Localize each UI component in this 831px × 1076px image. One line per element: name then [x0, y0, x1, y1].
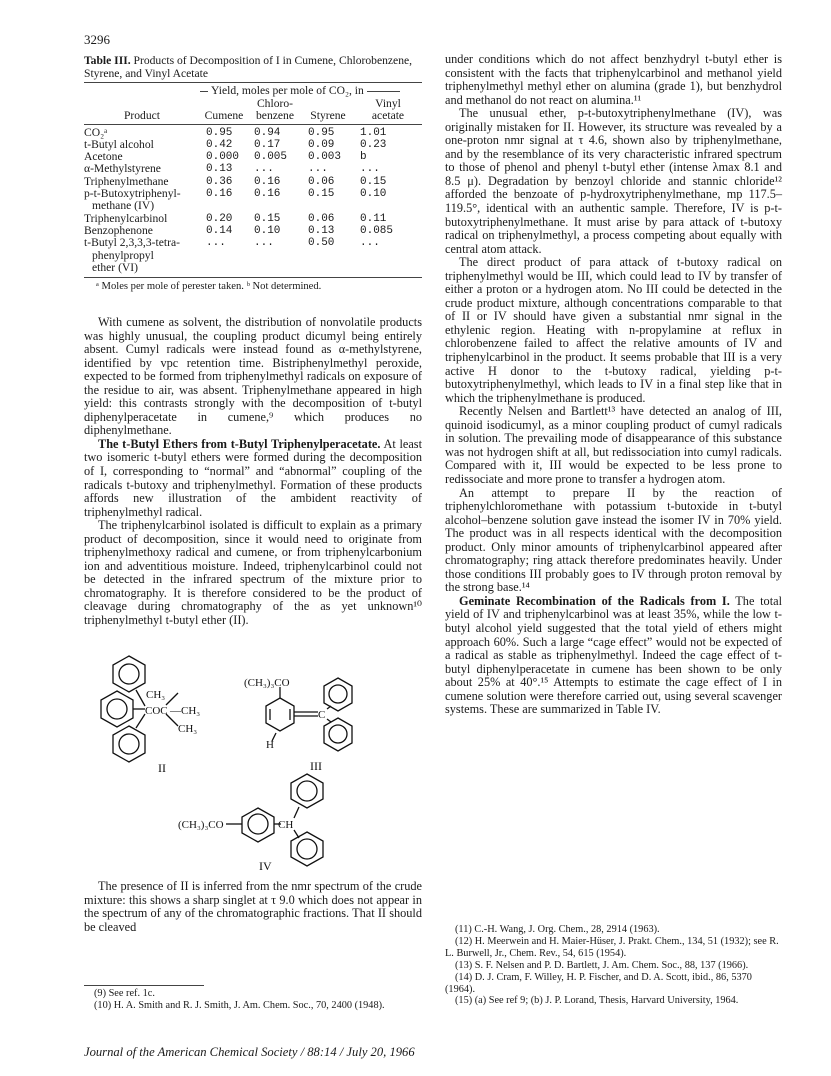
- value-cell: 0.15: [254, 212, 281, 225]
- left-column-text: [84, 316, 422, 628]
- product-name-continued: phenylpropyl ether (VI): [92, 248, 154, 274]
- value-cell: 0.36: [206, 175, 233, 188]
- value-cell: ...: [360, 163, 380, 176]
- struct-ii-ch3-right: —CH₃: [170, 705, 201, 717]
- value-cell: 0.10: [360, 188, 387, 201]
- col-product-header: Product: [123, 109, 161, 123]
- footnote-rule: [84, 985, 204, 986]
- right-column-text: [445, 53, 782, 717]
- value-cell: 0.003: [308, 151, 342, 164]
- paragraph-text: The total yield of IV and triphenylcarbinol was at least 35%, while the low t-butyl alcohol yield suggested that the total yield of ethers might approach 60%. Such a large “cage effect” would not be expected of a radical as stable as triphenylmethyl. Indeed the cage effect of t-butyl diphenylperacetate in cumene has been shown to be only about 25% at 40°.¹⁵ Attempts to estimate the cage effect of I in cumene solution were therefore carried out, using several scavenger systems. These are summarized in Table IV.: [445, 593, 782, 717]
- value-cell: 0.005: [254, 151, 288, 164]
- benzene-ring-icon: [291, 832, 323, 866]
- reference-item: (15) (a) See ref 9; (b) J. P. Lorand, Thesis, Harvard University, 1964.: [455, 995, 739, 1007]
- product-name: Triphenylmethane: [84, 174, 169, 188]
- paragraph: under conditions which do not affect benzhydryl t-butyl ether is consistent with the facts that triphenylcarbinol and methanol yield triphenylmethyl methyl ether on alumina (grade 1), but benzhydrol and methanol do not react on alumina.¹¹: [445, 52, 782, 107]
- table-caption-text: Products of Decomposition of I in Cumene, Chlorobenzene, Styrene, and Vinyl Acetate: [84, 54, 413, 80]
- reference-item: (13) S. F. Nelsen and P. D. Bartlett, J. Am. Chem. Soc., 88, 137 (1966).: [455, 959, 749, 971]
- section-heading: Geminate Recombination of the Radicals from I.: [459, 593, 730, 608]
- products-table: [84, 82, 422, 293]
- value-cell: 0.11: [360, 212, 387, 225]
- table-row: [84, 139, 422, 151]
- value-cell: 0.95: [206, 126, 233, 139]
- paragraph: With cumene as solvent, the distribution of nonvolatile products was highly unusual, the coupling product dicumyl being entirely absent. Cumyl radicals were instead found as α-methylstyrene, identified by vpc retention time. Bistriphenylmethyl peroxide, expected to be formed from triphenylmethyl radicals on exposure of the residue to air, was absent. Triphenylmethane appeared in high yield: this contrasts strongly with the decomposition of t-butyl diphenylperacetate in cumene,⁹ which produces no diphenylmethane.: [84, 315, 422, 438]
- col-top-vinyl: Vinyl: [375, 97, 401, 110]
- col-vinylacetate-header: acetate: [371, 109, 405, 123]
- reference-item: (14) D. J. Cram, F. Willey, H. P. Fischer, and D. A. Scott, ibid., 86, 5370 (1964).: [445, 971, 752, 995]
- paragraph-text: At least two isomeric t-butyl ethers were formed during the decomposition of I, corresponding to “normal” and “abnormal” coupling of the radicals t-butoxy and triphenylmethyl. Formation of these products affords new illustration of the ambident reactivity of triphenylmethyl radical.: [84, 436, 422, 519]
- table-group-header: [84, 85, 422, 98]
- value-cell: 0.23: [360, 138, 387, 151]
- paragraph-with-heading: [84, 438, 422, 519]
- table-body: [84, 98, 422, 280]
- paragraph-with-heading: [445, 595, 782, 717]
- reference-item: (11) C.-H. Wang, J. Org. Chem., 28, 2914 (1963).: [455, 924, 660, 935]
- benzene-ring-icon: [242, 808, 274, 842]
- struct-ii-ch3-top: CH₃: [146, 689, 166, 701]
- footnote-refs-right: [445, 924, 782, 1007]
- table-top-rule: [84, 82, 422, 83]
- value-cell: 0.16: [254, 175, 281, 188]
- struct-label-iii: III: [310, 759, 322, 773]
- col-chlorobenzene-header: benzene: [256, 109, 294, 123]
- paragraph: The unusual ether, p-t-butoxytriphenylmethane (IV), was originally mistaken for II. However, its structure was revealed by a one-proton nmr signal at τ 4.6, shown also by triphenylmethane, and by the resemblance of its very characteristic infrared spectrum to those of phenol and phenyl t-butyl ether (intense λmax 8.1 and 8.5 μ). Degradation by benzoyl chloride and stannic chloride¹² afforded the benzoate of p-hydroxytriphenylmethane, mp 117.5–119.5°, identical with an authentic sample. Therefore, IV is p-t-butoxytriphenylmethane. It must arise by para attack of t-butoxy radical on triphenylmethyl, a process competing about equally with central atom attack.: [445, 106, 782, 256]
- struct-label-iv: IV: [259, 859, 272, 873]
- value-cell: 0.16: [254, 188, 281, 201]
- benzene-ring-icon: [324, 678, 352, 711]
- benzene-ring-icon: [113, 656, 145, 692]
- chemical-structures-figure: [84, 646, 422, 878]
- value-cell: 0.15: [308, 188, 335, 201]
- benzene-ring-icon: [101, 691, 133, 727]
- paragraph: An attempt to prepare II by the reaction of triphenylchloromethane with potassium t-butoxide in t-butyl alcohol–benzene solution gave instead the isomer IV in 70% yield. The product was in all respects identical with the decomposition product. Only minor amounts of triphenylcarbinol appeared after chromatography; ring attack therefore predominates heavily. Under those conditions III probably goes to IV through proton removal by the strong base.¹⁴: [445, 485, 782, 595]
- struct-ii-coc: COC: [145, 705, 168, 717]
- value-cell: 0.94: [254, 126, 281, 139]
- value-cell: ...: [206, 237, 226, 250]
- section-heading: The t-Butyl Ethers from t-Butyl Triphenylperacetate.: [98, 436, 381, 451]
- struct-iv-tbuo: (CH₃)₃CO: [178, 819, 224, 831]
- product-name: p-t-Butoxytriphenyl-: [84, 187, 181, 201]
- value-cell: 0.13: [206, 163, 233, 176]
- col-cumene-header: Cumene: [204, 109, 244, 123]
- product-name-cell: [84, 237, 200, 274]
- struct-iii-tbuo: (CH₃)₃CO: [244, 677, 290, 689]
- value-cell: 0.13: [308, 224, 335, 237]
- table-row: [84, 237, 422, 274]
- struct-label-ii: II: [158, 761, 166, 775]
- reference-item: (12) H. Meerwein and H. Maier-Hüser, J. Prakt. Chem., 134, 51 (1932); see R. L. Burwell, Jr., Chem. Rev., 54, 615 (1954).: [445, 935, 779, 959]
- product-name-continued: methane (IV): [92, 199, 155, 213]
- product-name: Acetone: [84, 150, 123, 164]
- benzene-ring-icon: [113, 726, 145, 762]
- value-cell: 0.15: [360, 175, 387, 188]
- value-cell: ...: [308, 163, 328, 176]
- value-cell: 0.000: [206, 151, 240, 164]
- product-name-cell: [84, 188, 200, 213]
- value-cell: 1.01: [360, 126, 387, 139]
- footnote-refs-left: [84, 985, 422, 1012]
- col-styrene-header: Styrene: [310, 109, 346, 123]
- paragraph: The presence of II is inferred from the nmr spectrum of the crude mixture: this shows a sharp singlet at τ 9.0 which does not appear in the spectrum of any of the chromatographic fractions. That II should be cleaved: [84, 879, 422, 934]
- value-cell: 0.95: [308, 126, 335, 139]
- paragraph: The triphenylcarbinol isolated is difficult to explain as a primary product of decomposition, since it would need to originate from triphenylmethoxy radical and cumene, or from triphenylcarbonium ion and adventitious moisture. Indeed, triphenylcarbinol could not be detected in the infrared spectrum of the mixture prior to chromatography. It is therefore considered to be the product of cleavage during chromatography of the as yet unknown¹⁰ triphenylmethyl t-butyl ether (II).: [84, 518, 422, 628]
- table-col-header-row2: [84, 110, 422, 122]
- product-name: t-Butyl 2,3,3,3-tetra-: [84, 236, 180, 250]
- product-name: α-Methylstyrene: [84, 162, 161, 176]
- struct-iii-h: H: [266, 739, 274, 751]
- value-cell: 0.17: [254, 138, 281, 151]
- struct-iv-ch: CH: [278, 819, 294, 831]
- journal-footer: Journal of the American Chemical Society / 88:14 / July 20, 1966: [84, 1045, 415, 1059]
- table-footnote: ᵃ Moles per mole of perester taken. ᵇ Not determined.: [96, 281, 322, 293]
- product-name: CO₂ᵃ: [84, 125, 108, 139]
- value-cell: 0.50: [308, 237, 335, 250]
- value-cell: 0.085: [360, 224, 394, 237]
- value-cell: 0.42: [206, 138, 233, 151]
- value-cell: 0.09: [308, 138, 335, 151]
- struct-iii-c: C: [318, 709, 326, 721]
- group-header-text: Yield, moles per mole of CO₂, in: [208, 85, 367, 97]
- value-cell: ...: [254, 163, 274, 176]
- value-cell: 0.20: [206, 212, 233, 225]
- value-cell: 0.14: [206, 224, 233, 237]
- reference-item: (10) H. A. Smith and R. J. Smith, J. Am. Chem. Soc., 70, 2400 (1948).: [94, 999, 385, 1011]
- table-label: Table III.: [84, 54, 131, 67]
- struct-ii-ch3-bottom: CH₃: [178, 723, 198, 735]
- value-cell: 0.06: [308, 175, 335, 188]
- product-name: t-Butyl alcohol: [84, 137, 154, 151]
- value-cell: ...: [254, 237, 274, 250]
- product-name: Triphenylcarbinol: [84, 211, 168, 225]
- table-row: [84, 188, 422, 213]
- value-cell: ...: [360, 237, 380, 250]
- reference-item: (9) See ref. 1c.: [94, 988, 155, 999]
- value-cell: b: [360, 151, 367, 164]
- benzene-ring-icon: [291, 774, 323, 808]
- value-cell: 0.16: [206, 188, 233, 201]
- product-name: Benzophenone: [84, 223, 153, 237]
- paragraph: The direct product of para attack of t-butoxy radical on triphenylmethyl would be III, which could lead to IV by transfer of either a proton or a hydrogen atom. No III could be detected in the crude product mixture, although concentrations comparable to that of II or IV should have given a substantial nmr signal in the ethylenic region. Heating with n-propylamine at reflux in chlorobenzene failed to affect the relative amounts of IV and triphenylcarbinol in the product. It seems probable that III is a very active H donor to the t-butoxy radical, yielding p-t-butoxytriphenylmethyl, which leads to IV in a final step like that in which the triphenylmethane is produced.: [445, 255, 782, 405]
- col-top-chloro: Chloro-: [256, 97, 294, 110]
- paragraph: Recently Nelsen and Bartlett¹³ have detected an analog of III, quinoid isodicumyl, as a minor coupling product of cumyl radicals in solution. The prevailing mode of disappearance of this substance was not hydrogen shift at all, but redissociation into cumyl radicals. Compared with it, III would be expected to be less prone to redissociate and more prone to transfer a hydrogen atom.: [445, 404, 782, 486]
- value-cell: 0.06: [308, 212, 335, 225]
- page-number: 3296: [84, 32, 110, 47]
- benzene-ring-icon: [324, 718, 352, 751]
- left-column-text-bottom: [84, 880, 422, 934]
- value-cell: 0.10: [254, 224, 281, 237]
- table-caption: [84, 54, 422, 80]
